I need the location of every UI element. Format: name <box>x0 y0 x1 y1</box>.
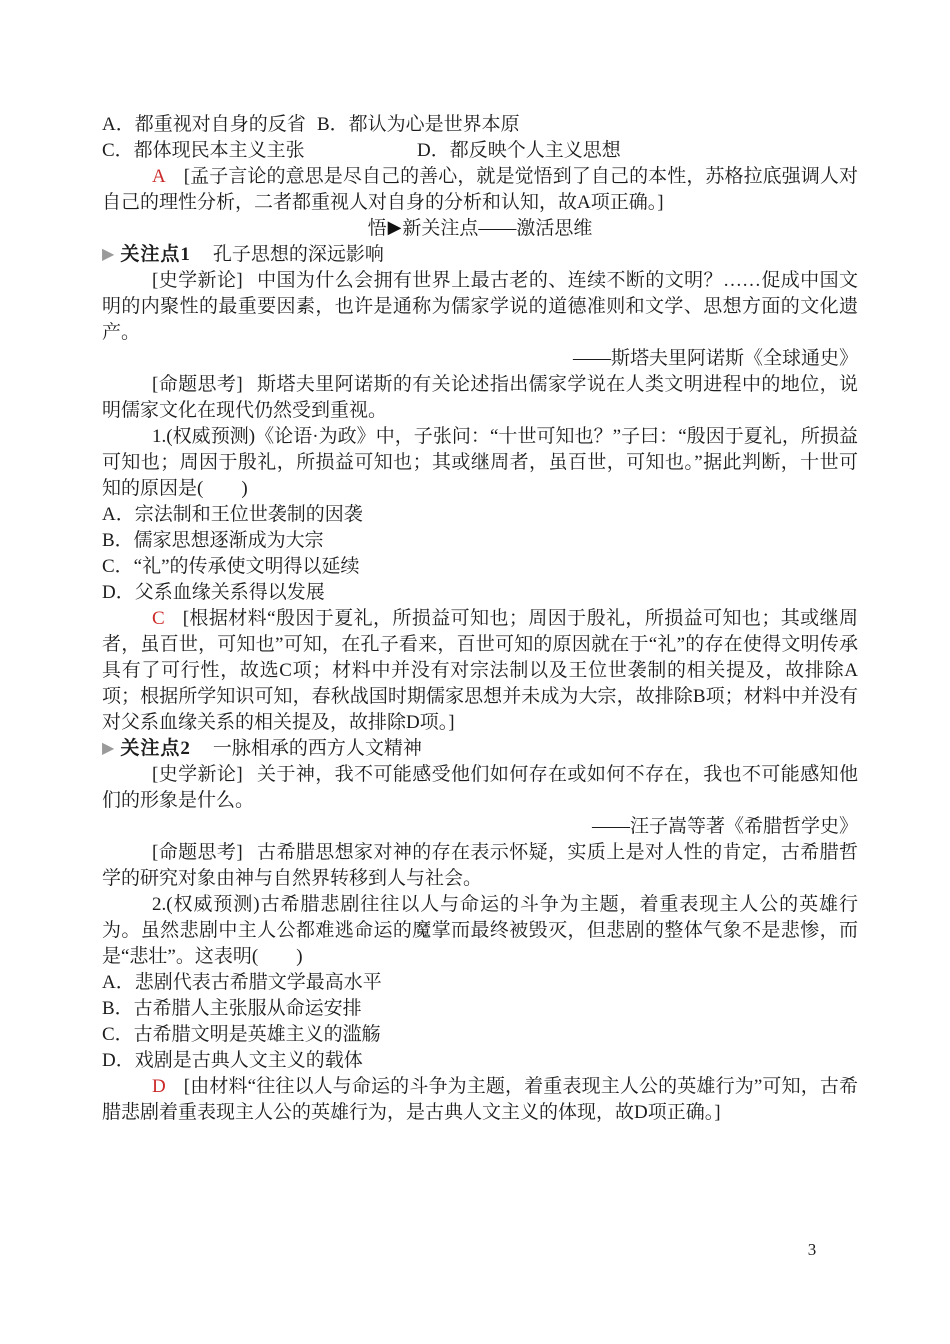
option-d: D．都反映个人主义思想 <box>417 140 621 161</box>
question2-option-a: A．悲剧代表古希腊文学最高水平 <box>102 972 382 993</box>
question1-option-d: D．父系血缘关系得以发展 <box>102 582 325 603</box>
play-triangle-icon: ▶ <box>387 217 402 238</box>
banner-prefix: 悟 <box>367 218 387 239</box>
prev-question-answer <box>102 164 858 216</box>
focus2-mingti-paragraph <box>102 840 858 892</box>
shixue-tag: [史学新论] <box>152 270 243 291</box>
question1-answer <box>102 606 858 736</box>
question2-option-d: D．戏剧是古典人文主义的载体 <box>102 1050 363 1071</box>
answer-letter: A <box>152 166 166 187</box>
shixue-text: 关于神，我不可能感受他们如何存在或如何不存在，我也不可能感知他们的形象是什么。 <box>102 764 858 811</box>
focus1-heading <box>102 242 858 268</box>
focus2-heading <box>102 736 858 762</box>
answer-letter: C <box>152 608 165 629</box>
question2-option-c: C．古希腊文明是英雄主义的滥觞 <box>102 1024 381 1045</box>
triangle-bullet-icon: ▶ <box>102 738 115 757</box>
mingti-text: 古希腊思想家对神的存在表示怀疑，实质上是对人性的肯定，古希腊哲学的研究对象由神与自然界转移到人与社会。 <box>102 842 858 889</box>
question1-option-b: B．儒家思想逐渐成为大宗 <box>102 530 324 551</box>
page-number: 3 <box>807 1240 817 1259</box>
page-content <box>102 112 858 1126</box>
focus2-source: ——汪子嵩等著《希腊哲学史》 <box>591 816 858 837</box>
answer-analysis: [由材料“往往以人与命运的斗争为主题，着重表现主人公的英雄行为”可知，古希腊悲剧着重表现主人公的英雄行为，是古典人文主义的体现，故D项正确。] <box>102 1076 858 1123</box>
question2-answer <box>102 1074 858 1126</box>
focus1-shixue-paragraph <box>102 268 858 346</box>
prev-question-option-row <box>102 138 858 164</box>
mingti-tag: [命题思考] <box>152 842 243 863</box>
question1-option-c: C．“礼”的传承使文明得以延续 <box>102 556 360 577</box>
answer-letter: D <box>152 1076 166 1097</box>
shixue-tag: [史学新论] <box>152 764 243 785</box>
option-c: C．都体现民本主义主张 <box>102 140 305 161</box>
focus2-label: 关注点2 <box>120 738 191 759</box>
question1-stem: 1.(权威预测)《论语·为政》中，子张问：“十世可知也？”子曰：“殷因于夏礼，所损益可知也；周因于殷礼，所损益可知也；其或继周者，虽百世，可知也。”据此判断，十世可知的原因是( ) <box>102 426 858 499</box>
shixue-text: 中国为什么会拥有世界上最古老的、连续不断的文明？……促成中国文明的内聚性的最重要因素，也许是通称为儒家学说的道德准则和文学、思想方面的文化遗产。 <box>102 270 858 343</box>
focus1-title: 孔子思想的深远影响 <box>212 244 384 265</box>
banner-title: 新关注点——激活思维 <box>402 218 593 239</box>
triangle-bullet-icon: ▶ <box>102 244 115 263</box>
mingti-text: 斯塔夫里阿诺斯的有关论述指出儒家学说在人类文明进程中的地位，说明儒家文化在现代仍然受到重视。 <box>102 374 858 421</box>
section-banner <box>102 216 858 242</box>
option-b: B．都认为心是世界本原 <box>317 114 520 135</box>
answer-analysis: [根据材料“殷因于夏礼，所损益可知也；周因于殷礼，所损益可知也；其或继周者，虽百世，可知也”可知，在孔子看来，百世可知的原因就在于“礼”的存在使得文明传承具有了可行性，故选C项；材料中并没有对宗法制以及王位世袭制的相关提及，故排除A项；根据所学知识可知，春秋战国时期儒家思想并未成为大宗，故排除B项；材料中并没有对父系血缘关系的相关提及，故排除D项。] <box>102 608 858 733</box>
question2-option-b: B．古希腊人主张服从命运安排 <box>102 998 362 1019</box>
question1-option-a: A．宗法制和王位世袭制的因袭 <box>102 504 363 525</box>
prev-question-option-row <box>102 112 858 138</box>
focus1-source: ——斯塔夫里阿诺斯《全球通史》 <box>572 348 858 369</box>
question2-stem: 2.(权威预测)古希腊悲剧往往以人与命运的斗争为主题，着重表现主人公的英雄行为。虽然悲剧中主人公都难逃命运的魔掌而最终被毁灭，但悲剧的整体气象不是悲惨，而是“悲壮”。这表明( ) <box>102 894 858 967</box>
focus1-label: 关注点1 <box>120 244 191 265</box>
focus1-mingti-paragraph <box>102 372 858 424</box>
option-a: A．都重视对自身的反省 <box>102 114 306 135</box>
answer-analysis: [孟子言论的意思是尽自己的善心，就是觉悟到了自己的本性，苏格拉底强调人对自己的理性分析，二者都重视人对自身的分析和认知，故A项正确。] <box>102 166 858 213</box>
focus2-title: 一脉相承的西方人文精神 <box>212 738 422 759</box>
mingti-tag: [命题思考] <box>152 374 243 395</box>
focus2-shixue-paragraph <box>102 762 858 814</box>
